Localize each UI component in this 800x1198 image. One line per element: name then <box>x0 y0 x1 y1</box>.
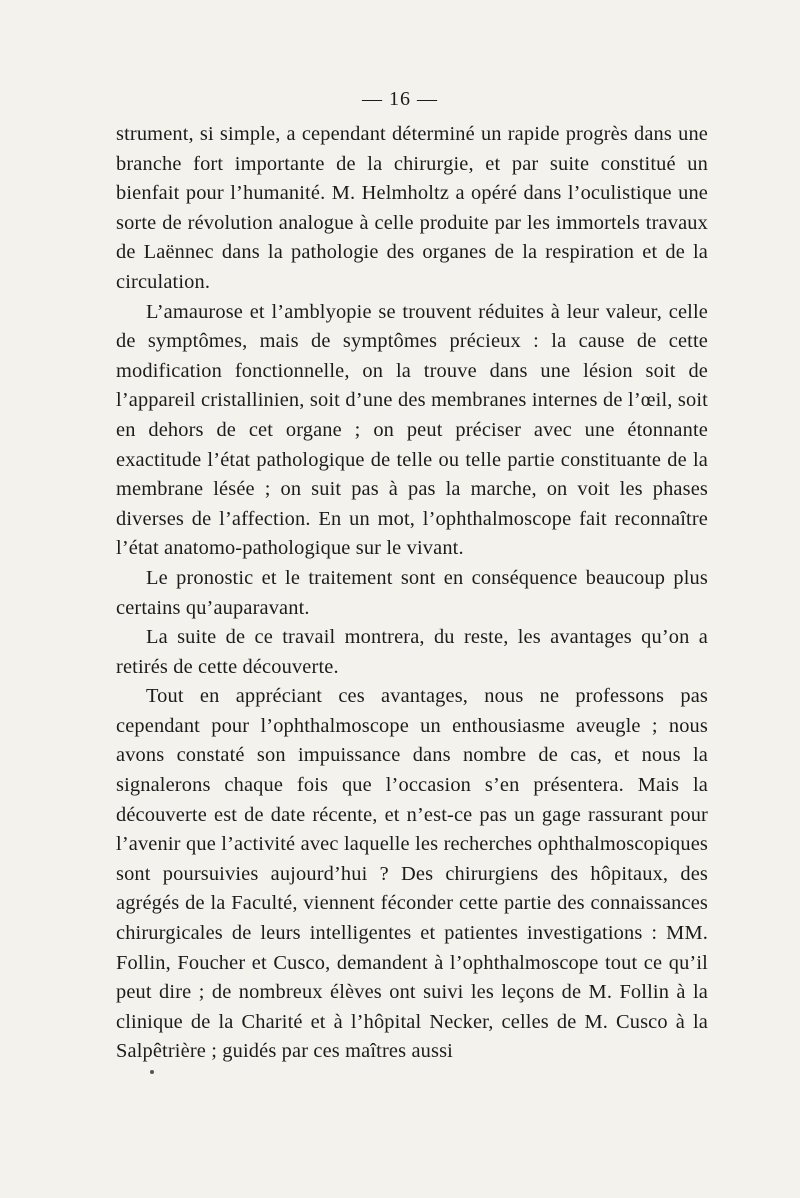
paragraph-5: Tout en appréciant ces avantages, nous ne professons pas cependant pour l’ophthalmoscope un enthousiasme aveugle ; nous avons constaté son impuissance dans nombre de cas, et nous la signalerons chaque fois que l’occasion s’en présentera. Mais la découverte est de date récente, et n’est-ce pas un gage rassurant pour l’avenir que l’activité avec laquelle les recherches ophthalmoscopiques sont poursuivies aujourd’hui ? Des chirurgiens des hôpitaux, des agrégés de la Faculté, viennent féconder cette partie des connaissances chirurgicales de leurs intelligentes et patientes investigations : MM. Follin, Foucher et Cusco, demandent à l’ophthalmoscope tout ce qu’il peut dire ; de nombreux élèves ont suivi les leçons de M. Follin à la clinique de la Charité et à l’hôpital Necker, celles de M. Cusco à la Salpêtrière ; guidés par ces maîtres aussi <box>116 685 708 1063</box>
paragraph-2: L’amaurose et l’amblyopie se trouvent réduites à leur valeur, celle de symptômes, mais de symptômes précieux : la cause de cette modification fonctionnelle, on la trouve dans une lésion soit de l’appareil cristallinien, soit d’une des membranes internes de l’œil, soit en dehors de cet organe ; on peut préciser avec une étonnante exactitude l’état pathologique de telle ou telle partie constituante de la membrane lésée ; on suit pas à pas la marche, on voit les phases diverses de l’affection. En un mot, l’ophthalmoscope fait reconnaître l’état anatomo-pathologique sur le vivant. <box>116 300 708 560</box>
body-text <box>116 120 708 1067</box>
page-number: — 16 — <box>362 88 438 110</box>
paragraph-1: strument, si simple, a cependant déterminé un rapide progrès dans une branche fort importante de la chirurgie, et par suite constitué un bienfait pour l’humanité. M. Helmholtz a opéré dans l’oculistique une sorte de révolution analogue à celle produite par les immortels travaux de Laënnec dans la pathologie des organes de la respiration et de la circulation. <box>116 123 708 293</box>
paragraph-4: La suite de ce travail montrera, du reste, les avantages qu’on a retirés de cette découverte. <box>116 626 708 678</box>
paragraph-3: Le pronostic et le traitement sont en conséquence beaucoup plus certains qu’auparavant. <box>116 566 708 619</box>
ink-speck <box>150 1070 154 1074</box>
